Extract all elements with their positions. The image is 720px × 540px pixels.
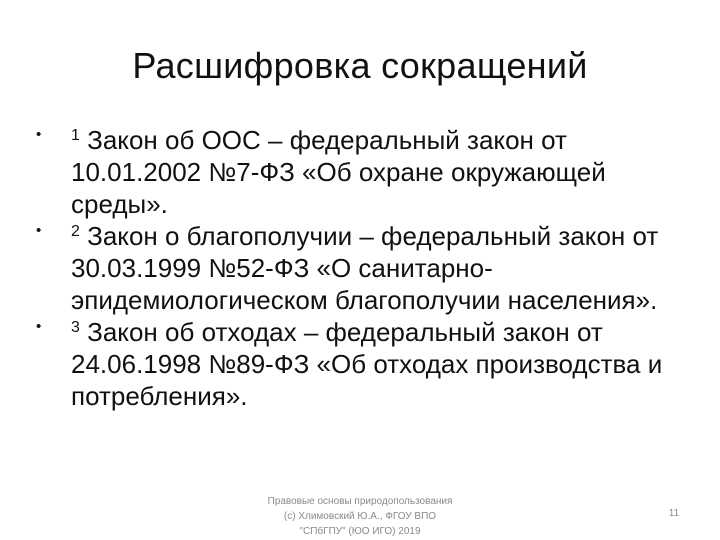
abbreviation-list — [36, 124, 676, 412]
bullet-icon: • — [36, 222, 42, 239]
slide-title: Расшифровка сокращений — [132, 45, 588, 86]
footer-line: (с) Хлимовский Ю.А., ФГОУ ВПО — [283, 511, 437, 522]
footnote-marker: 2 — [71, 223, 80, 240]
footnote-marker: 3 — [71, 319, 80, 336]
list-item-text: Закон об ООС – федеральный закон от 10.01.2002 №7-ФЗ «Об охране окружающей среды». — [71, 125, 606, 219]
list-item-text: Закон о благополучии – федеральный закон от 30.03.1999 №52-ФЗ «О санитарно-эпидемиологическом благополучии населения». — [71, 221, 659, 315]
bullet-icon: • — [36, 318, 42, 335]
list-item — [36, 220, 676, 316]
footer-caption — [240, 494, 480, 539]
footnote-marker: 1 — [71, 127, 80, 144]
footer-line: Правовые основы природопользования — [267, 496, 453, 507]
list-item — [36, 316, 676, 412]
bullet-icon: • — [36, 126, 42, 143]
page-number: 11 — [668, 508, 680, 519]
list-item-text: Закон об отходах – федеральный закон от 24.06.1998 №89-ФЗ «Об отходах производства и потребления». — [71, 317, 663, 411]
list-item — [36, 124, 676, 220]
footer-line: "СПбГПУ" (ЮО ИГО) 2019 — [299, 526, 421, 537]
